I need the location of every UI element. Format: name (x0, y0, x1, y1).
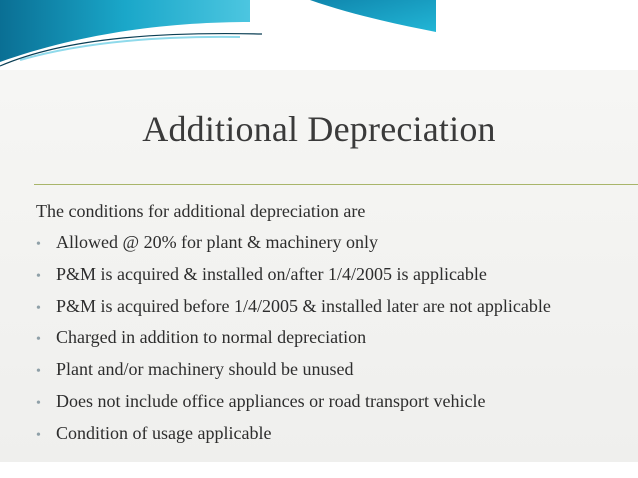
bullet-icon: • (36, 237, 41, 252)
list-item-text: Condition of usage applicable (56, 422, 272, 443)
list-item (36, 423, 551, 455)
header-wave-decoration (0, 0, 638, 70)
list-item (36, 264, 551, 296)
bullet-icon: • (36, 300, 41, 316)
list-item-text: Charged in addition to normal depreciation (56, 327, 367, 348)
list-item (36, 391, 551, 423)
list-item-text: Does not include office appliances or road transport vehicle (56, 390, 486, 411)
slide-title: Additional Depreciation (142, 109, 496, 149)
bullet-icon: • (36, 268, 41, 284)
list-item (36, 359, 551, 391)
conditions-list (36, 232, 551, 455)
list-item-text: Plant and/or machinery should be unused (56, 359, 354, 380)
list-item-text: Allowed @ 20% for plant & machinery only (56, 232, 379, 252)
list-item (36, 296, 551, 328)
intro-text: The conditions for additional depreciation are (36, 201, 366, 221)
bullet-icon: • (36, 332, 41, 348)
bullet-icon: • (36, 395, 41, 411)
slide-content (0, 70, 638, 462)
title-divider (34, 184, 638, 185)
list-item (36, 232, 551, 264)
list-item-text: P&M is acquired before 1/4/2005 & installed later are not applicable (56, 295, 551, 316)
bullet-icon: • (36, 364, 41, 380)
bullet-icon: • (36, 427, 41, 443)
list-item (36, 327, 551, 359)
wave-right-shape (310, 0, 436, 32)
list-item-text: P&M is acquired & installed on/after 1/4/2005 is applicable (56, 263, 487, 284)
